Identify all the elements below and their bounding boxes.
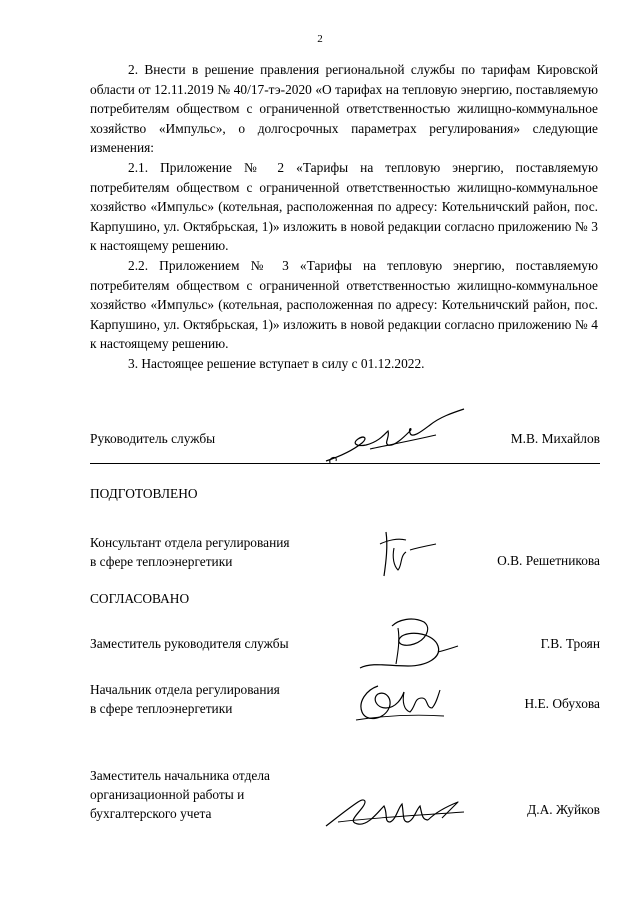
head-handwritten-signature bbox=[318, 405, 468, 467]
agreed-position-2: Начальник отдела регулирования в сфере теплоэнергетики bbox=[90, 682, 280, 716]
prepared-signature-row bbox=[90, 533, 600, 573]
agreed-position-3: Заместитель начальника отдела организационной работы и бухгалтерского учета bbox=[90, 768, 270, 821]
prepared-name: О.В. Решетникова bbox=[497, 553, 600, 568]
agreed-handwritten-signature-3 bbox=[318, 782, 468, 834]
agreed-signature-row-2 bbox=[90, 680, 600, 720]
paragraph-2: 2. Внести в решение правления региональной службы по тарифам Кировской области от 12.11.2019 № 40/17-тэ-2020 «О тарифах на тепловую энергию, поставляемую потребителям обществом с ограниченной ответственностью жилищно-коммунальное хозяйство «Импульс», о долгосрочных параметрах регулирования» следующие изменения: bbox=[90, 62, 598, 156]
agreed-handwritten-signature-1 bbox=[352, 606, 464, 676]
paragraph-2-2: 2.2. Приложением № 3 «Тарифы на тепловую энергию, поставляемую потребителям обществом с ограниченной ответственностью жилищно-коммунальное хозяйство «Импульс» (котельная, расположенная по адресу: Котельничский район, пос. Карпушино, ул. Октябрьская, 1)» изложить в новой редакции согласно приложению № 4 к настоящему решению. bbox=[90, 257, 598, 352]
head-name: М.В. Михайлов bbox=[510, 431, 600, 446]
paragraph-3: 3. Настоящее решение вступает в силу с 01.12.2022. bbox=[128, 355, 425, 371]
agreed-position-1: Заместитель руководителя службы bbox=[90, 636, 289, 651]
page-number: 2 bbox=[317, 33, 323, 45]
paragraph-2-1: 2.1. Приложение № 2 «Тарифы на тепловую энергию, поставляемую потребителям обществом с ограниченной ответственностью жилищно-коммунальное хозяйство «Импульс» (котельная, расположенная по адресу: Котельничский район, пос. Карпушино, ул. Октябрьская, 1)» изложить в новой редакции согласно приложению № 3 к настоящему решению. bbox=[90, 159, 598, 254]
agreed-name-2: Н.Е. Обухова bbox=[524, 696, 600, 711]
document-body bbox=[90, 60, 598, 374]
head-position: Руководитель службы bbox=[90, 431, 216, 446]
prepared-heading: ПОДГОТОВЛЕНО bbox=[90, 486, 198, 501]
prepared-handwritten-signature bbox=[376, 526, 440, 582]
separator-line bbox=[90, 463, 600, 464]
agreed-name-3: Д.А. Жуйков bbox=[527, 802, 600, 817]
agreed-name-1: Г.В. Троян bbox=[540, 636, 600, 651]
agreed-handwritten-signature-2 bbox=[352, 676, 448, 728]
agreed-heading: СОГЛАСОВАНО bbox=[90, 591, 190, 606]
prepared-position: Консультант отдела регулирования в сфере теплоэнергетики bbox=[90, 535, 290, 569]
